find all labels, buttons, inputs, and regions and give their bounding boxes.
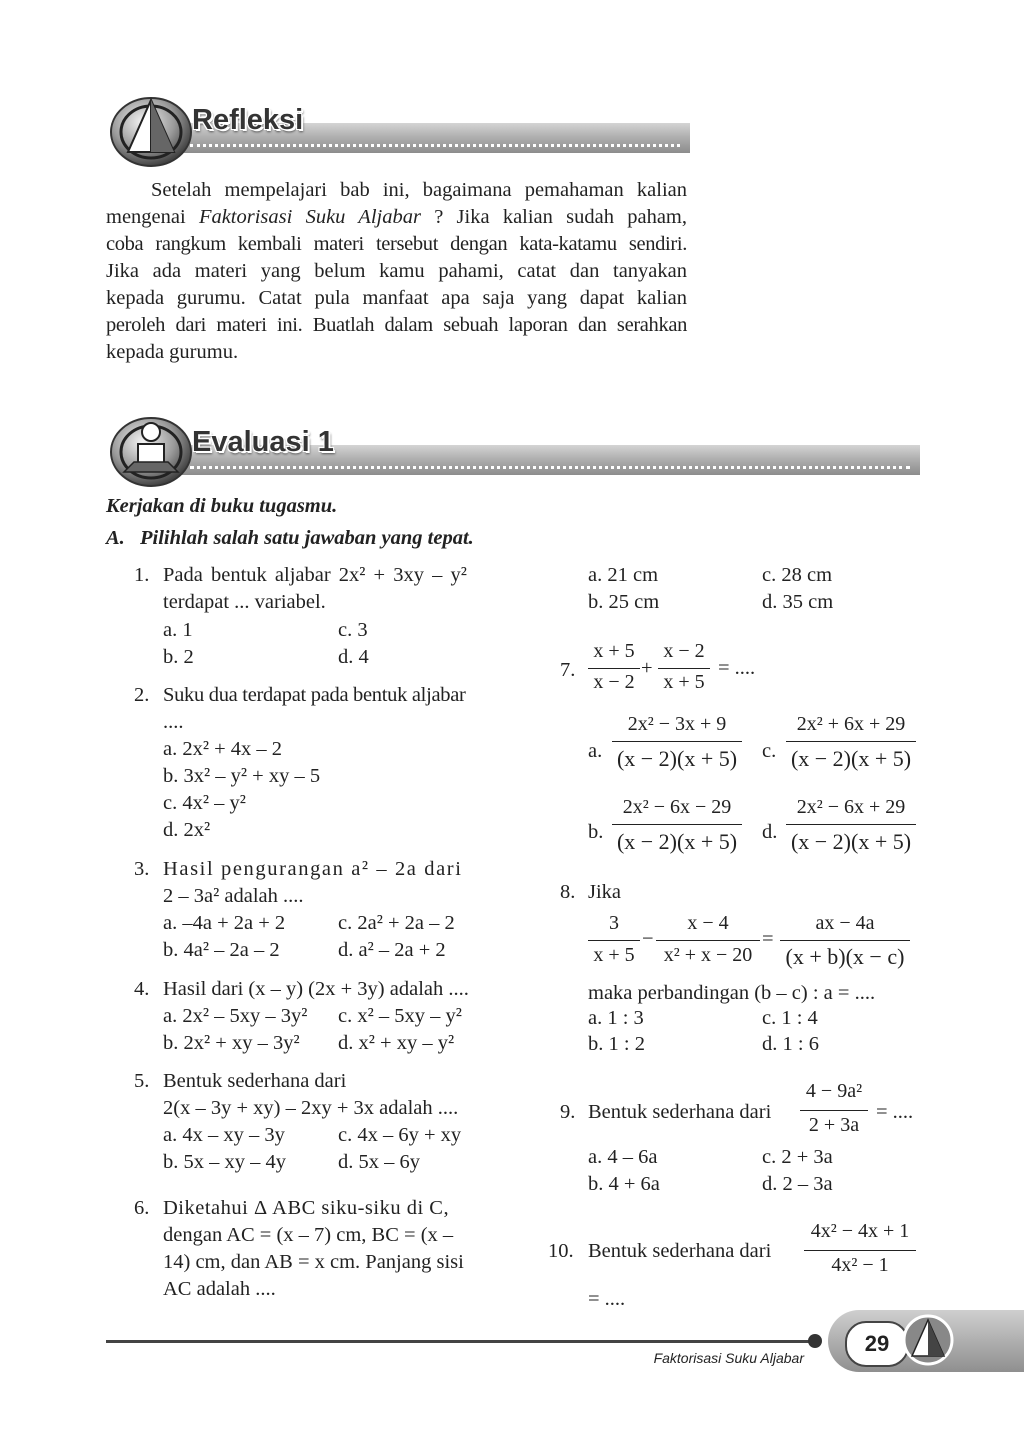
fraction-numerator: ax − 4a (815, 912, 875, 934)
fraction-denominator: (x − 2)(x + 5) (616, 829, 738, 854)
q3-option-b: b. 4a² – 2a – 2 (163, 939, 280, 961)
q9-text: Bentuk sederhana dari (588, 1101, 772, 1123)
q8-option-a: a. 1 : 3 (588, 1007, 644, 1029)
q6-line3: 14) cm, dan AB = x cm. Panjang sisi (163, 1251, 464, 1273)
q1-option-d: d. 4 (338, 646, 369, 668)
q4-option-b: b. 2x² + xy – 3y² (163, 1032, 300, 1054)
topic-italic: Faktorisasi Suku Aljabar (198, 206, 421, 228)
q4-option-d: d. x² + xy – y² (338, 1032, 455, 1054)
q4-option-c: c. x² – 5xy – y² (338, 1005, 462, 1027)
q9-tail: = .... (876, 1101, 914, 1123)
fraction-bar (786, 741, 916, 742)
q2-option-d: d. 2x² (163, 819, 211, 841)
fraction-numerator: x − 2 (663, 640, 705, 662)
q9-fraction (800, 1080, 868, 1140)
q8-line2: maka perbandingan (b – c) : a = .... (588, 982, 876, 1004)
q5-option-d: d. 5x – 6y (338, 1151, 420, 1173)
fraction-denominator: (x − 2)(x + 5) (790, 829, 912, 854)
paragraph-line: Jika ada materi yang belum kamu pahami, catat dan tanyakan (106, 260, 687, 282)
q3-option-c: c. 2a² + 2a – 2 (338, 912, 455, 934)
fraction-numerator: 2x² − 6x − 29 (622, 796, 732, 818)
fraction-numerator: 2x² + 6x + 29 (796, 713, 906, 735)
q9-option-c: c. 2 + 3a (762, 1146, 833, 1168)
fraction-numerator: 2x² − 6x + 29 (796, 796, 906, 818)
fraction-numerator: 4 − 9a² (805, 1080, 863, 1102)
q8-minus-sign: − (642, 928, 654, 950)
fraction-bar (588, 668, 640, 669)
student-globe-icon (108, 410, 194, 490)
fraction-denominator: 2 + 3a (808, 1114, 860, 1136)
q6-option-b: b. 25 cm (588, 591, 660, 613)
q9-option-d: d. 2 – 3a (762, 1173, 833, 1195)
fraction-denominator: (x + b)(x − c) (785, 944, 905, 969)
q9-option-b: b. 4 + 6a (588, 1173, 660, 1195)
q5-option-b: b. 5x – xy – 4y (163, 1151, 286, 1173)
evaluasi-title: Evaluasi 1 (192, 426, 334, 458)
fraction-numerator: 4x² − 4x + 1 (810, 1220, 910, 1242)
fraction-numerator: 3 (609, 912, 619, 934)
q8-fraction-1 (588, 912, 640, 970)
q6-line4: AC adalah .... (163, 1278, 276, 1300)
fraction-denominator: (x − 2)(x + 5) (790, 746, 912, 771)
section-a-label: A. (106, 527, 125, 549)
fraction-denominator: x + 5 (593, 944, 635, 966)
fraction-denominator: 4x² − 1 (831, 1254, 889, 1276)
q8-line1: Jika (588, 881, 622, 903)
refleksi-title: Refleksi (192, 104, 304, 136)
text-run: ? Jika kalian sudah paham, (420, 206, 687, 228)
q4-line1: Hasil dari (x – y) (2x + 3y) adalah .... (163, 978, 469, 1000)
q1-number: 1. (134, 564, 150, 586)
q5-option-a: a. 4x – xy – 3y (163, 1124, 285, 1146)
q8-fraction-2 (656, 912, 760, 970)
q8-number: 8. (560, 881, 576, 903)
q7-fraction-1 (588, 640, 640, 696)
refleksi-banner-dots (190, 144, 680, 147)
q2-number: 2. (134, 684, 150, 706)
q3-line2: 2 – 3a² adalah .... (163, 885, 304, 907)
footer-dot (808, 1334, 822, 1348)
q1-option-c: c. 3 (338, 619, 368, 641)
q1-option-b: b. 2 (163, 646, 194, 668)
q6-option-a: a. 21 cm (588, 564, 659, 586)
q10-text: Bentuk sederhana dari (588, 1240, 772, 1262)
fraction-bar (780, 940, 910, 941)
pyramid-globe-icon (900, 1312, 956, 1368)
fraction-bar (612, 741, 742, 742)
fraction-bar (656, 940, 760, 941)
q7-option-a-label: a. (588, 740, 603, 762)
fraction-bar (612, 824, 742, 825)
paragraph-line: coba rangkum kembali materi tersebut dengan kata-katamu sendiri. (106, 233, 687, 255)
q8-option-d: d. 1 : 6 (762, 1033, 819, 1055)
footer-rule (106, 1340, 816, 1343)
q7-option-b-label: b. (588, 821, 604, 843)
q5-line1: Bentuk sederhana dari (163, 1070, 347, 1092)
q7-option-c-label: c. (762, 740, 777, 762)
fraction-bar (658, 668, 710, 669)
fraction-bar (804, 1250, 916, 1251)
q6-line1: Diketahui Δ ABC siku-siku di C, (163, 1197, 450, 1219)
section-a-text: Pilihlah salah satu jawaban yang tepat. (140, 527, 474, 549)
footer-caption: Faktorisasi Suku Aljabar (653, 1350, 804, 1366)
q6-option-d: d. 35 cm (762, 591, 834, 613)
q1-option-a: a. 1 (163, 619, 193, 641)
q7-number: 7. (560, 659, 576, 681)
q3-option-d: d. a² – 2a + 2 (338, 939, 446, 961)
q8-equals-sign: = (762, 928, 774, 950)
q3-line1: Hasil pengurangan a² – 2a dari (163, 858, 463, 880)
fraction-numerator: 2x² − 3x + 9 (627, 713, 727, 735)
q4-option-a: a. 2x² – 5xy – 3y² (163, 1005, 308, 1027)
q4-number: 4. (134, 978, 150, 1000)
fraction-bar (786, 824, 916, 825)
fraction-denominator: x² + x − 20 (663, 944, 753, 966)
refleksi-paragraph (106, 177, 687, 366)
q7-fraction-2 (658, 640, 710, 696)
q7-option-d-fraction (786, 796, 916, 858)
q5-number: 5. (134, 1070, 150, 1092)
q7-option-a-fraction (612, 713, 742, 775)
text-run: mengenai (106, 206, 199, 228)
q6-line2: dengan AC = (x – 7) cm, BC = (x – (163, 1224, 454, 1246)
q2-option-c: c. 4x² – y² (163, 792, 246, 814)
paragraph-line: peroleh dari materi ini. Buatlah dalam sebuah laporan dan serahkan (106, 314, 687, 336)
q8-fraction-3 (780, 912, 910, 974)
pyramid-globe-icon (108, 90, 194, 170)
q8-option-c: c. 1 : 4 (762, 1007, 818, 1029)
fraction-numerator: x − 4 (687, 912, 729, 934)
q9-option-a: a. 4 – 6a (588, 1146, 658, 1168)
fraction-numerator: x + 5 (593, 640, 635, 662)
evaluasi-instruction: Kerjakan di buku tugasmu. (106, 495, 338, 517)
paragraph-line: Setelah mempelajari bab ini, bagaimana pemahaman kalian (151, 179, 687, 201)
q5-option-c: c. 4x – 6y + xy (338, 1124, 462, 1146)
q5-line2: 2(x – 3y + xy) – 2xy + 3x adalah .... (163, 1097, 459, 1119)
fraction-denominator: x − 2 (593, 671, 635, 693)
q2-option-a: a. 2x² + 4x – 2 (163, 738, 283, 760)
q8-option-b: b. 1 : 2 (588, 1033, 645, 1055)
q2-line2: .... (163, 711, 184, 733)
q2-line1: Suku dua terdapat pada bentuk aljabar (163, 684, 466, 706)
q1-line1: Pada bentuk aljabar 2x² + 3xy – y² (163, 564, 467, 586)
q7-option-d-label: d. (762, 821, 778, 843)
q1-line2: terdapat ... variabel. (163, 591, 326, 613)
q3-option-a: a. –4a + 2a + 2 (163, 912, 286, 934)
fraction-denominator: (x − 2)(x + 5) (616, 746, 738, 771)
page-number: 29 (845, 1321, 909, 1367)
q6-option-c: c. 28 cm (762, 564, 833, 586)
q3-number: 3. (134, 858, 150, 880)
q7-plus-sign: + (641, 657, 653, 679)
paragraph-line: kepada gurumu. Catat pula manfaat apa saja yang dapat kalian (106, 287, 687, 309)
q9-number: 9. (560, 1101, 576, 1123)
fraction-bar (588, 940, 640, 941)
fraction-bar (800, 1110, 868, 1111)
paragraph-line (106, 204, 687, 231)
q10-tail: = .... (588, 1288, 626, 1310)
q7-tail: = .... (718, 657, 756, 679)
q7-option-b-fraction (612, 796, 742, 858)
fraction-denominator: x + 5 (663, 671, 705, 693)
q7-option-c-fraction (786, 713, 916, 775)
paragraph-line: kepada gurumu. (106, 341, 239, 363)
q6-number: 6. (134, 1197, 150, 1219)
q10-number: 10. (548, 1240, 574, 1262)
evaluasi-banner-dots (190, 466, 910, 469)
q10-fraction (804, 1220, 916, 1280)
q2-option-b: b. 3x² – y² + xy – 5 (163, 765, 321, 787)
